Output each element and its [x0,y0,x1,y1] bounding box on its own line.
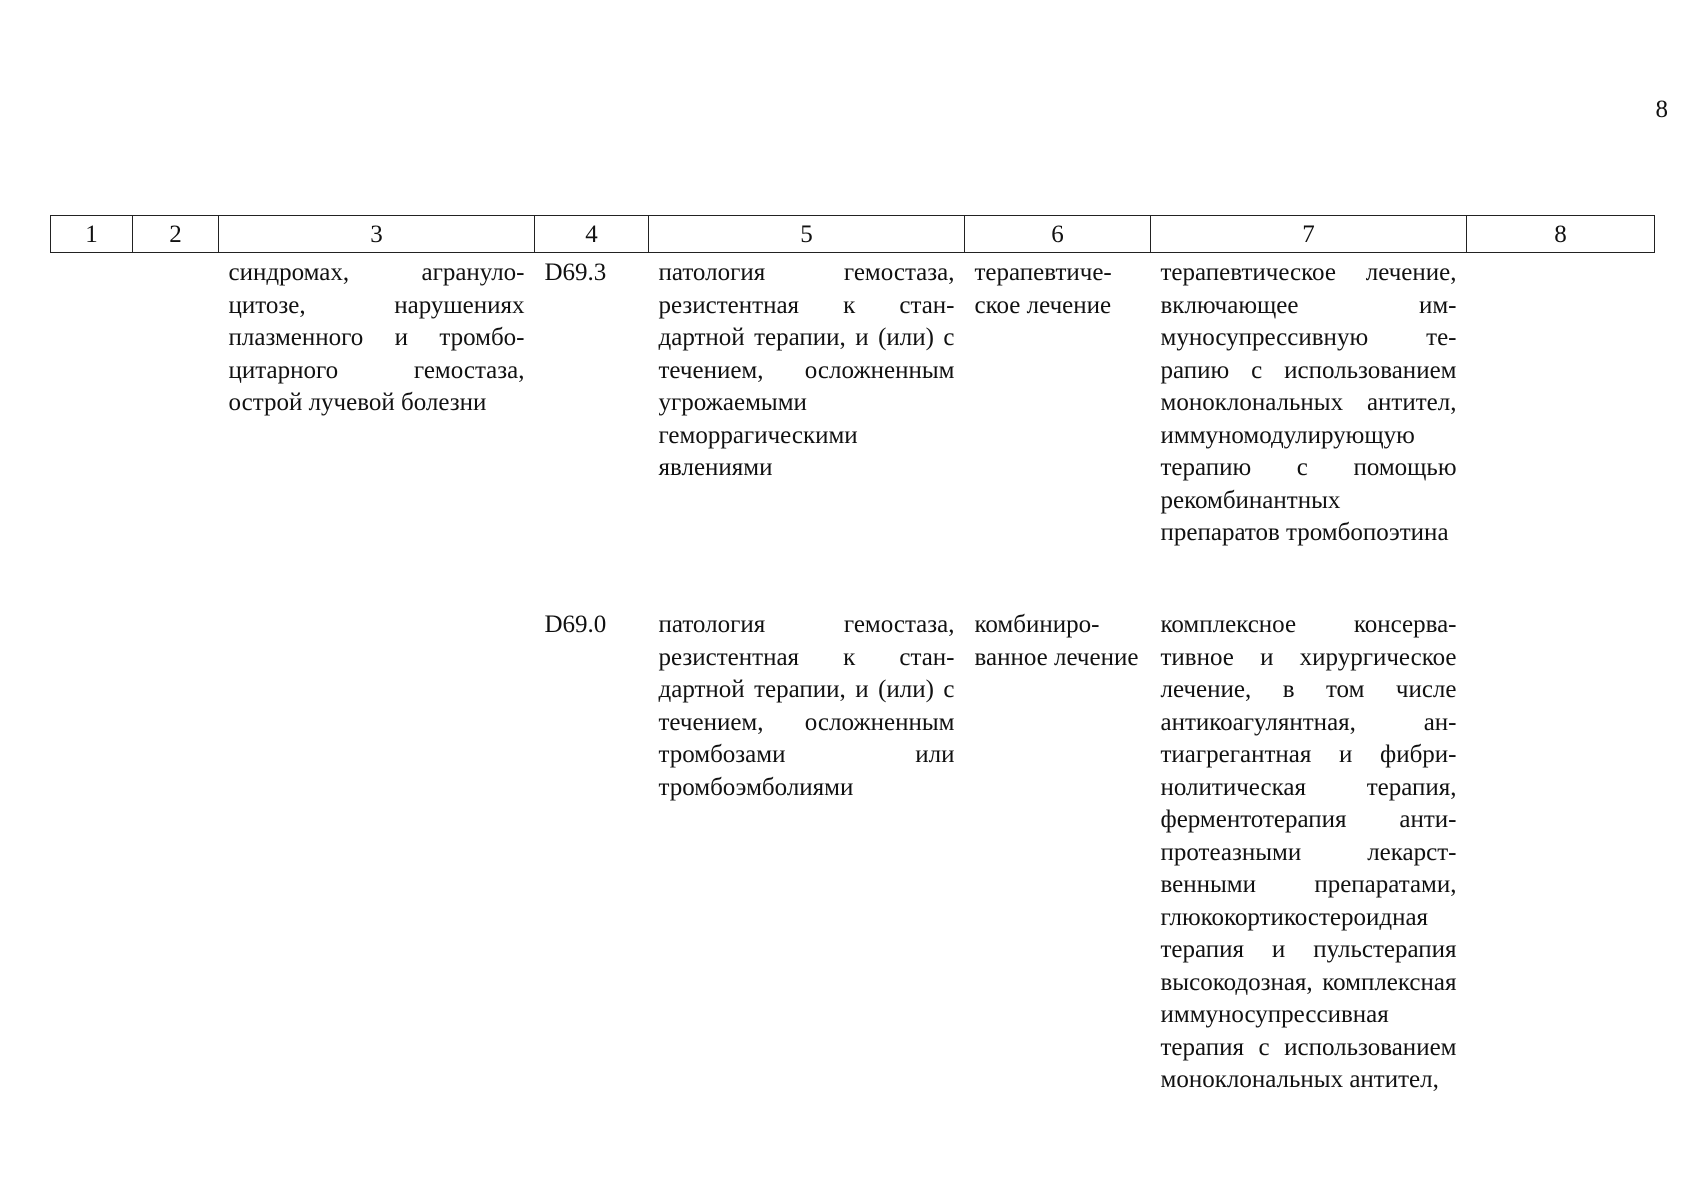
row-2-icd-code: D69.0 [544,611,607,638]
column-number-7: 7 [1151,216,1467,253]
column-number-4: 4 [535,216,649,253]
row-2-col-2 [133,609,219,1097]
row-2-patient-model [649,609,965,1097]
row-2-diagnosis-group [219,609,535,1097]
row-1-treatment-type [965,253,1151,610]
row-2-treatment-type [965,609,1151,1097]
column-number-8: 8 [1467,216,1655,253]
medical-care-table [50,215,1655,1097]
header-row [51,216,1655,253]
row-2-col-8 [1467,609,1655,1097]
row-1-col-1 [51,253,133,610]
column-number-5: 5 [649,216,965,253]
column-number-1: 1 [51,216,133,253]
treatment-type-text: комбинированное лечение [974,611,1139,671]
diagnosis-group-text: синдромах, агранулоцитозе, нарушениях плазменного и тромбоцитарного гемостаза, острой лучевой болезни [228,259,525,416]
row-2-treatment-method [1151,609,1467,1097]
page-number: 8 [1655,96,1668,123]
patient-model-text: патология гемостаза, резистентная к стандартной терапии, и (или) с течением, осложненным тромбозами или тромбоэмболиями [658,611,955,801]
row-1-patient-model [649,253,965,610]
row-1-col-2 [133,253,219,610]
row-2-col-1 [51,609,133,1097]
column-number-6: 6 [965,216,1151,253]
table-row [51,609,1655,1097]
row-1-diagnosis-group [219,253,535,610]
table-row [51,253,1655,610]
treatment-type-text: терапевтическое лечение [974,259,1112,319]
column-number-2: 2 [133,216,219,253]
row-1-icd-code: D69.3 [544,259,607,286]
treatment-method-text: комплексное консервативное и хирургическое лечение, в том числе антикоагулянтная, антиагрегантная и фибринолитическая терапия, ферментотерапия антипротеазными лекарственными препаратами, глюкокортикостероидная терапия и пульстерапия высокодозная, комплексная иммуносупрессивная терапия с использованием моноклональных антител, [1160,611,1457,1093]
column-number-3: 3 [219,216,535,253]
patient-model-text: патология гемостаза, резистентная к стандартной терапии, и (или) с течением, осложненным угрожаемыми геморрагическими явлениями [658,259,955,481]
row-1-treatment-method [1151,253,1467,610]
treatment-method-text: терапевтическое лечение, включающее иммуносупрессивную терапию с использованием моноклональных антител, иммуномодулирующую терапию с помощью рекомбинантных препаратов тромбопоэтина [1160,259,1457,546]
row-1-col-8 [1467,253,1655,610]
